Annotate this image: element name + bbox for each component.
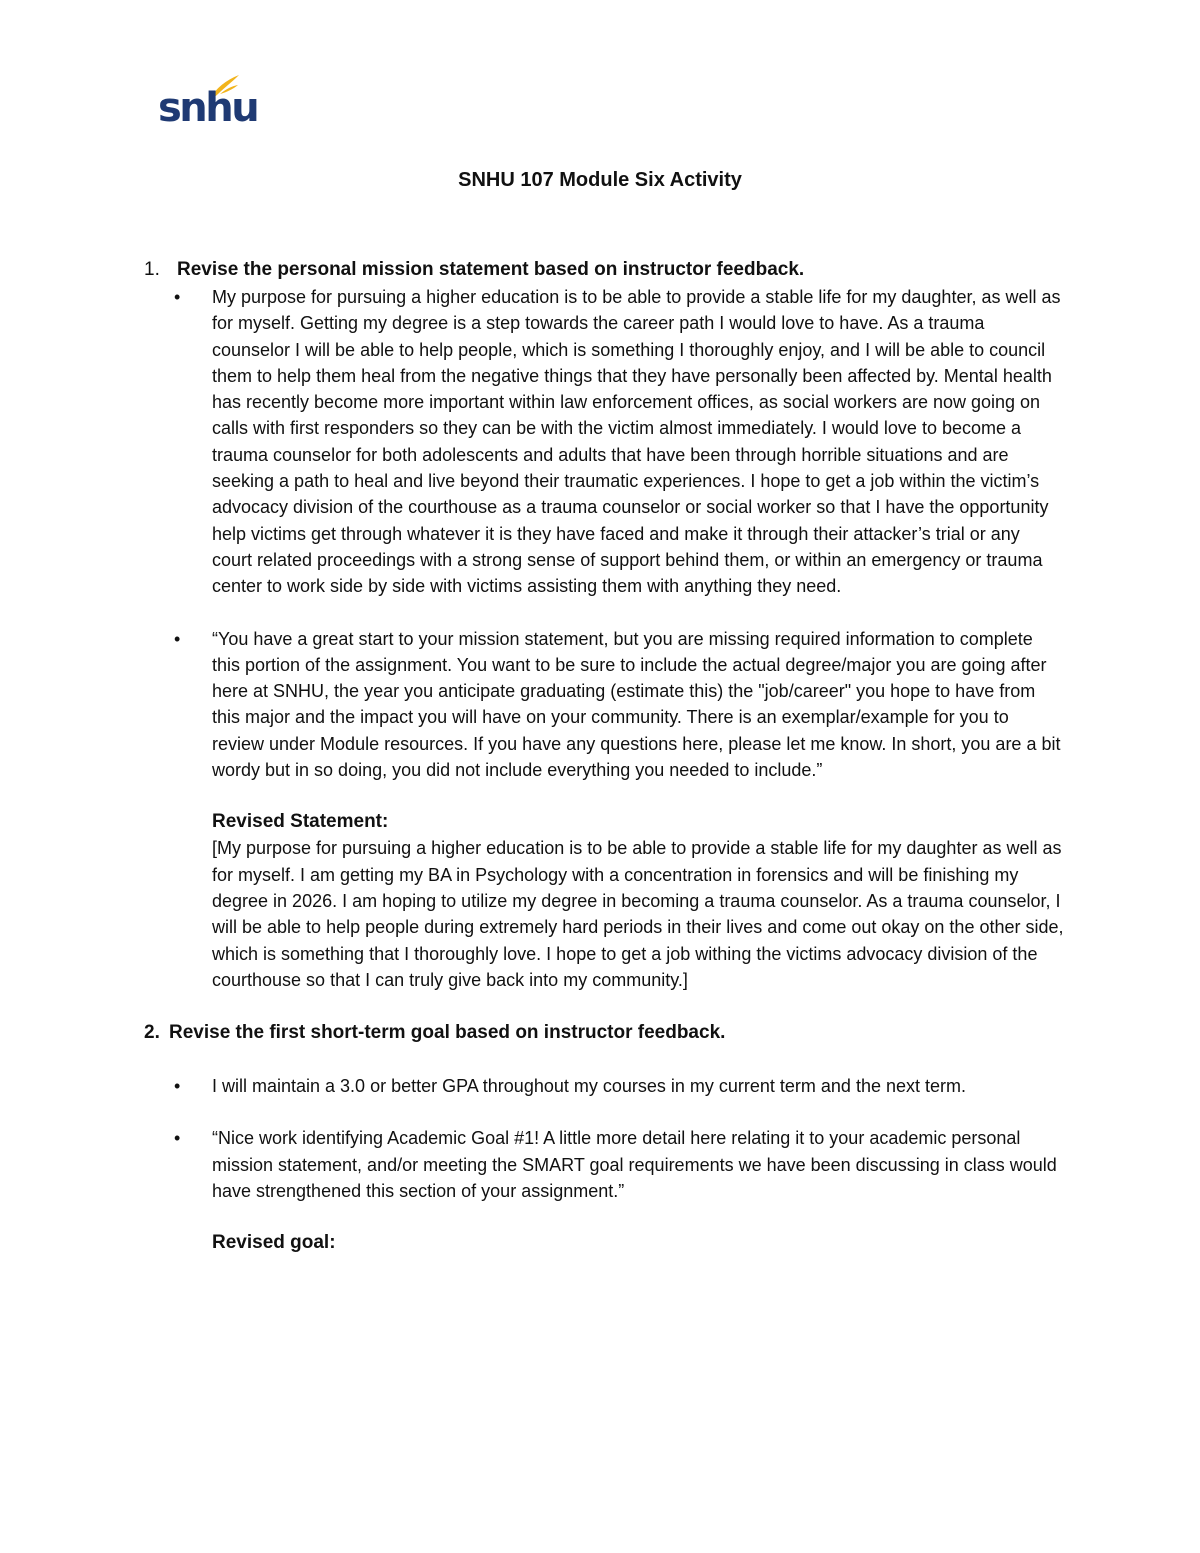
q2-revised-section xyxy=(144,1230,1064,1256)
q1-revised-label: Revised Statement: xyxy=(212,811,389,833)
question-1-heading xyxy=(144,256,1064,284)
snhu-logo xyxy=(158,74,258,132)
bullet-icon: • xyxy=(174,1076,181,1097)
bullet-icon: • xyxy=(174,628,181,649)
question-1-number: 1. xyxy=(144,259,160,280)
q1-original-text: My purpose for pursuing a higher education is to be able to provide a stable life for my daughter, as well as for myself. Getting my degree is a step towards the career path I would love to have. As a trauma counselor I will be able to help people, which is something I thoroughly enjoy, and I will be able to council them to help them heal from the negative things that they have personally been affected by. Mental health has recently become more important within law enforcement offices, as social workers are now going on calls with first responders so they can be with the victim almost immediately. I would love to become a trauma counselor for both adolescents and adults that have been through horrible situations and are seeking a path to heal and live beyond their traumatic experiences. I hope to get a job within the victim’s advocacy division of the courthouse as a trauma counselor or social worker so that I have the opportunity help victims get through whatever it is they have faced and make it through their attacker’s trial or any court related proceedings with a strong sense of support behind them, or within an emergency or trauma center to work side by side with victims assisting them with anything they need. xyxy=(212,287,1061,597)
q1-revised-text: [My purpose for pursuing a higher education is to be able to provide a stable life for my daughter as well as for myself. I am getting my BA in Psychology with a concentration in forensics and will be finishing my degree in 2026. I am hoping to utilize my degree in becoming a trauma counselor. As a trauma counselor, I will be able to help people during extremely hard periods in their lives and come out okay on the other side, which is something that I thoroughly love. I hope to get a job withing the victims advocacy division of the courthouse so that I can truly give back into my community.] xyxy=(212,838,1064,990)
q2-instructor-feedback xyxy=(144,1125,1064,1204)
q1-revised-section xyxy=(144,809,1064,993)
question-1-text: Revise the personal mission statement based on instructor feedback. xyxy=(177,259,805,280)
bullet-icon: • xyxy=(174,1128,181,1149)
document-title: SNHU 107 Module Six Activity xyxy=(458,169,742,191)
q1-feedback-text: “You have a great start to your mission statement, but you are missing required information to complete this portion of the assignment. You want to be sure to include the actual degree/major you are going after here at SNHU, the year you anticipate graduating (estimate this) the "job/career" you hope to have from this major and the impact you will have on your community. There is an exemplar/example for you to review under Module resources. If you have any questions here, please let me know. In short, you are a bit wordy but in so doing, you did not include everything you needed to include.” xyxy=(212,628,1061,781)
q2-original-text: I will maintain a 3.0 or better GPA throughout my courses in my current term and the next term. xyxy=(212,1076,966,1097)
bullet-icon: • xyxy=(174,287,181,307)
q2-feedback-text: “Nice work identifying Academic Goal #1! A little more detail here relating it to your academic personal mission statement, and/or meeting the SMART goal requirements we have been discussing in class would have strengthened this section of your assignment.” xyxy=(212,1128,1057,1202)
question-2-heading xyxy=(144,1019,1064,1047)
q1-instructor-feedback xyxy=(144,626,1064,784)
question-2-text: Revise the first short-term goal based on instructor feedback. xyxy=(169,1022,726,1044)
q1-original-statement xyxy=(144,284,1064,600)
q2-original-goal xyxy=(144,1073,1064,1099)
document-body xyxy=(144,256,1064,1256)
question-2-number: 2. xyxy=(144,1022,160,1044)
q2-revised-label: Revised goal: xyxy=(212,1232,336,1254)
logo-wordmark: snhu xyxy=(158,85,258,131)
